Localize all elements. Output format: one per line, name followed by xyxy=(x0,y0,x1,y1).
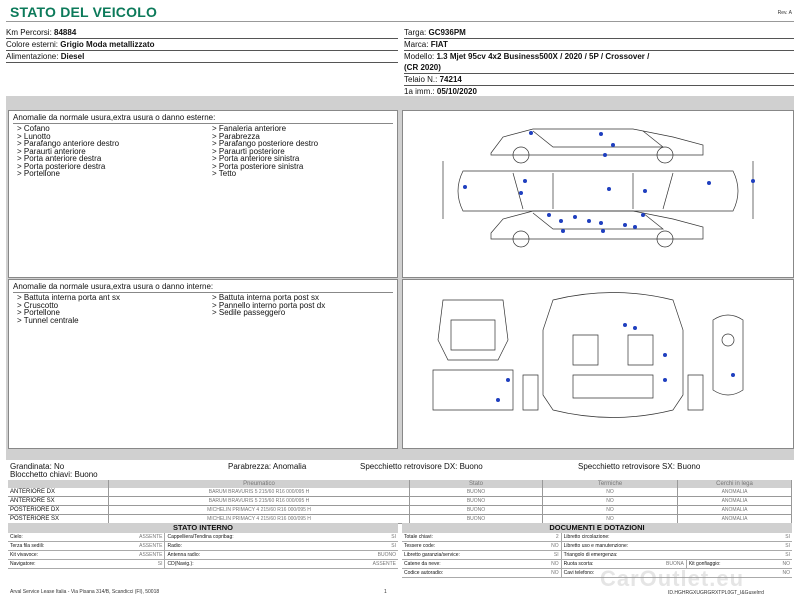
table-row: POSTERIORE SX MICHELIN PRIMACY 4 215/60 R16 000/095 H BUONO NO ANOMALIA xyxy=(8,515,792,524)
list-item: > Paraurti anteriore xyxy=(17,146,86,156)
table-row: Navigatore: SI CD(Navig.): ASSENTE xyxy=(10,561,396,567)
table-row: ANTERIORE SX BARUM BRAVURIS 5 215/60 R16 000/095 H BUONO NO ANOMALIA xyxy=(8,497,792,506)
list-item: > Parabrezza xyxy=(212,131,260,141)
list-item: > Tunnel centrale xyxy=(17,315,79,325)
interior-list-col1 xyxy=(17,294,120,324)
damage-dot xyxy=(559,219,563,223)
col-header-cerchi: Cerchi in lega xyxy=(678,480,792,488)
table-row: Totale chiavi: 2 Libretto circolazione: SI xyxy=(404,534,790,540)
stato-interno-panel xyxy=(8,523,398,569)
info-row-colore: Colore esterni: Grigio Moda metallizzato xyxy=(6,39,398,51)
damage-dot xyxy=(603,153,607,157)
footer-code: ID.HGHRGXUGRGRXTPL0GT_I&Guselrrd xyxy=(668,590,764,596)
exterior-list-col1 xyxy=(17,125,119,178)
damage-dot xyxy=(547,213,551,217)
damage-dot xyxy=(751,179,755,183)
interior-car-diagram xyxy=(402,279,794,449)
car-interior-svg xyxy=(403,280,793,448)
header-divider xyxy=(6,21,794,22)
damage-dot xyxy=(641,213,645,217)
list-item: > Portellone xyxy=(17,308,60,317)
damage-dot xyxy=(607,187,611,191)
table-row: ANTERIORE DX BARUM BRAVURIS 5 215/60 R16 000/095 H BUONO NO ANOMALIA xyxy=(8,488,792,497)
damage-dot xyxy=(599,221,603,225)
list-item: > Porta anteriore sinistra xyxy=(212,154,300,163)
interior-damage-box xyxy=(8,279,398,449)
damage-dot xyxy=(633,225,637,229)
col-header-pneumatico: Pneumatico xyxy=(109,480,410,488)
list-item: > Portellone xyxy=(17,169,60,178)
damage-dot xyxy=(573,215,577,219)
damage-dot xyxy=(529,131,533,135)
right-info-block xyxy=(404,27,794,98)
list-item: > Battuta interna porta ant sx xyxy=(17,293,120,302)
list-item: > Cofano xyxy=(17,124,50,133)
info-row-modello: Modello: 1.3 Mjet 95cv 4x2 Business500X / 2020 / 5P / Crossover / xyxy=(404,52,650,61)
watermark-logo: CarOutlet.eu xyxy=(600,566,745,591)
damage-dot xyxy=(506,378,510,382)
damage-dot xyxy=(623,223,627,227)
specchietto-sx-status: Specchietto retrovisore SX: Buono xyxy=(578,462,701,471)
damage-dot xyxy=(731,373,735,377)
damage-dot xyxy=(496,398,500,402)
table-row: Codice autoradio: NO Cavi telefono: NO xyxy=(404,570,790,576)
blocchetto-status: Blocchetto chiavi: Buono xyxy=(10,470,98,479)
exterior-car-diagram xyxy=(402,110,794,278)
damage-dot xyxy=(463,185,467,189)
list-item: > Porta posteriore sinistra xyxy=(212,161,304,171)
damage-dot xyxy=(663,353,667,357)
info-row-targa: Targa: GC936PM xyxy=(404,27,794,39)
page-title: STATO DEL VEICOLO xyxy=(10,4,158,20)
damage-dot xyxy=(587,219,591,223)
specchietto-dx-status: Specchietto retrovisore DX: Buono xyxy=(360,462,483,471)
interior-list-col2 xyxy=(212,294,325,317)
list-item: > Porta posteriore destra xyxy=(17,161,106,171)
footer-address: Arval Service Lease Italia - Via Pisana 314/B, Scandicci (FI), 50018 xyxy=(10,589,160,595)
col-header-termiche: Termiche xyxy=(543,480,678,488)
table-row: Terza fila sedili: ASSENTE Radio: SI xyxy=(10,543,396,549)
list-item: > Pannello interno porta post dx xyxy=(212,300,326,310)
damage-dot xyxy=(643,189,647,193)
exterior-damage-box xyxy=(8,110,398,278)
table-row: Tessere code: NO Libretto uso e manutenzione: SI xyxy=(404,543,790,549)
grandinata-status: Grandinata: No xyxy=(10,462,65,471)
list-item: > Tetto xyxy=(212,169,237,178)
info-row-immatricolazione: 1a imm.: 05/10/2020 xyxy=(404,86,794,98)
parabrezza-status: Parabrezza: Anomalia xyxy=(228,462,307,471)
list-item: > Fanaleria anteriore xyxy=(212,124,287,133)
list-item: > Parafango anteriore destro xyxy=(17,139,120,148)
list-item: > Cruscotto xyxy=(17,300,59,310)
interior-title: Anomalie da normale usura,extra usura o danno interne: xyxy=(13,282,214,291)
stato-interno-table xyxy=(8,533,398,569)
info-row-modello-cont: (CR 2020) xyxy=(404,62,794,74)
car-exterior-svg xyxy=(403,111,793,277)
list-item: > Paraurti posteriore xyxy=(212,146,285,156)
exterior-title-rule xyxy=(13,123,393,124)
table-row: Kit vivavoce: ASSENTE Antenna radio: BUONO xyxy=(10,552,396,558)
damage-dot xyxy=(663,378,667,382)
revision-label: Rev. A xyxy=(777,10,792,16)
damage-dot xyxy=(561,229,565,233)
table-row: POSTERIORE DX MICHELIN PRIMACY 4 215/60 R16 000/095 H BUONO NO ANOMALIA xyxy=(8,506,792,515)
list-item: > Battuta interna porta post sx xyxy=(212,293,319,302)
info-row-telaio: Telaio N.: 74214 xyxy=(404,74,794,86)
tyre-table xyxy=(8,480,792,524)
damage-dot xyxy=(519,191,523,195)
col-header-stato: Stato xyxy=(410,480,543,488)
info-row-marca: Marca: FIAT xyxy=(404,39,794,51)
footer-page-number: 1 xyxy=(384,589,387,595)
table-row: Cielo: ASSENTE Cappelliera/Tendina copribag: SI xyxy=(10,534,396,540)
damage-dot xyxy=(623,323,627,327)
left-info-block xyxy=(6,27,398,63)
damage-dot xyxy=(599,132,603,136)
exterior-title: Anomalie da normale usura,extra usura o danno esterne: xyxy=(13,113,216,122)
list-item: > Sedile passeggero xyxy=(212,308,286,317)
table-row: Libretto garanzia/service: SI Triangolo di emergenza: SI xyxy=(404,552,790,558)
list-item: > Porta anteriore destra xyxy=(17,154,102,163)
documenti-title: DOCUMENTI E DOTAZIONI xyxy=(402,523,792,533)
exterior-list-col2 xyxy=(212,125,318,178)
damage-dot xyxy=(633,326,637,330)
info-row-alimentazione: Alimentazione: Diesel xyxy=(6,51,398,63)
list-item: > Lunotto xyxy=(17,131,51,141)
damage-dot xyxy=(523,179,527,183)
damage-dot xyxy=(611,143,615,147)
damage-dot xyxy=(707,181,711,185)
info-row-km: Km Percorsi: 84884 xyxy=(6,27,398,39)
stato-interno-title: STATO INTERNO xyxy=(8,523,398,533)
table-row: Catene da neve: NO Ruota scorta: BUONA Kit gonfiaggio: NO xyxy=(404,561,790,567)
damage-dot xyxy=(601,229,605,233)
list-item: > Parafango posteriore destro xyxy=(212,139,319,148)
